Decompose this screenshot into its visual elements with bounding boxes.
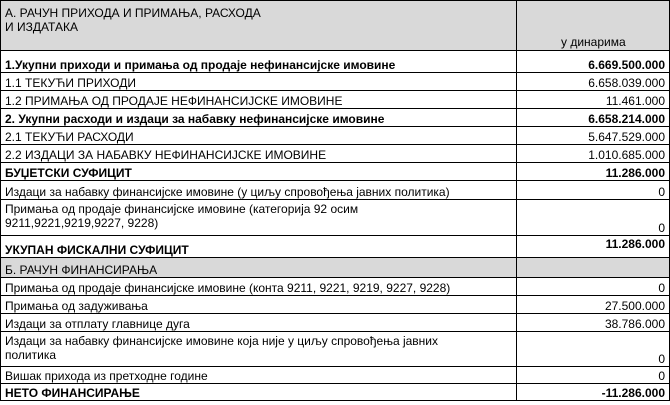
row-label-line2: 9211,9221,9219,9227, 9228) [5,216,159,230]
row-value: 6.658.039.000 [517,73,670,91]
row-value: 11.286.000 [517,163,670,181]
row-value: 11.461.000 [517,91,670,109]
row-label: 1.Укупни приходи и примања од продаје нефинансијске имовине [1,51,517,73]
row-budget-surplus [1,163,670,181]
row-label: УКУПАН ФИСКАЛНИ СУФИЦИТ [1,236,517,258]
row-value: 6.658.214.000 [517,109,670,127]
row-label: 2. Укупни расходи и издаци за набавку нефинансијске имовине [1,109,517,127]
row-fin-asset-outlays-nonpolicy [1,332,670,367]
row-fin-asset-receipts-92 [1,200,670,236]
row-label: БУЏЕТСКИ СУФИЦИТ [1,163,517,181]
section-b-title: Б. РАЧУН ФИНАНСИРАЊА [1,258,517,278]
row-value: 0 [517,367,670,384]
row-total-expenditure [1,109,670,127]
row-label [1,332,517,367]
row-label: Примања од задуживања [1,296,517,314]
row-value: 0 [517,181,670,200]
row-label: 2.1 ТЕКУЋИ РАСХОДИ [1,127,517,145]
row-value: 38.786.000 [517,314,670,332]
row-fin-asset-outlays-policy [1,181,670,200]
row-value: 11.286.000 [517,236,670,258]
row-nonfin-asset-outlays [1,145,670,163]
section-a-title [1,1,517,51]
row-label-line2: политика [5,348,56,362]
unit-label: у динарима [517,1,670,51]
row-value: 6.669.500.000 [517,51,670,73]
section-a-title-line1: А. РАЧУН ПРИХОДА И ПРИМАЊА, РАСХОДА [5,6,261,20]
row-value: 27.500.000 [517,296,670,314]
row-label [1,200,517,236]
row-label: Вишак прихода из претходне године [1,367,517,384]
row-fiscal-surplus [1,236,670,258]
section-b-empty-cell [517,258,670,278]
row-fin-asset-receipts-konta [1,278,670,296]
section-a-title-line2: И ИЗДАТАКА [5,20,78,34]
row-value: 0 [517,278,670,296]
row-label: Издаци за набавку финансијске имовине (у циљу спровођења јавних политика) [1,181,517,200]
row-label: НЕТО ФИНАНСИРАЊЕ [1,384,517,401]
section-a-header-row [1,1,670,51]
row-label: 2.2 ИЗДАЦИ ЗА НАБАВКУ НЕФИНАНСИЈСКЕ ИМОВИНЕ [1,145,517,163]
row-principal-repayment [1,314,670,332]
row-nonfin-asset-receipts [1,91,670,109]
row-prior-year-surplus [1,367,670,384]
row-label: 1.2 ПРИМАЊА ОД ПРОДАЈЕ НЕФИНАНСИЈСКЕ ИМОВИНЕ [1,91,517,109]
row-value: 1.010.685.000 [517,145,670,163]
row-total-revenue [1,51,670,73]
row-label: Примања од продаје финансијске имовине (конта 9211, 9221, 9219, 9227, 9228) [1,278,517,296]
row-value: 5.647.529.000 [517,127,670,145]
row-value: 0 [517,200,670,236]
row-current-expenditure [1,127,670,145]
row-value: 0 [517,332,670,367]
row-label-line1: Издаци за набавку финансијске имовине која није у циљу спровођења јавних [5,334,438,348]
row-value: -11.286.000 [517,384,670,401]
row-label: Издаци за отплату главнице дуга [1,314,517,332]
row-borrowing-receipts [1,296,670,314]
row-net-financing [1,384,670,401]
row-current-revenue [1,73,670,91]
section-b-header-row [1,258,670,278]
row-label-line1: Примања од продаје финансијске имовине (категорија 92 осим [5,202,359,216]
row-label: 1.1 ТЕКУЋИ ПРИХОДИ [1,73,517,91]
